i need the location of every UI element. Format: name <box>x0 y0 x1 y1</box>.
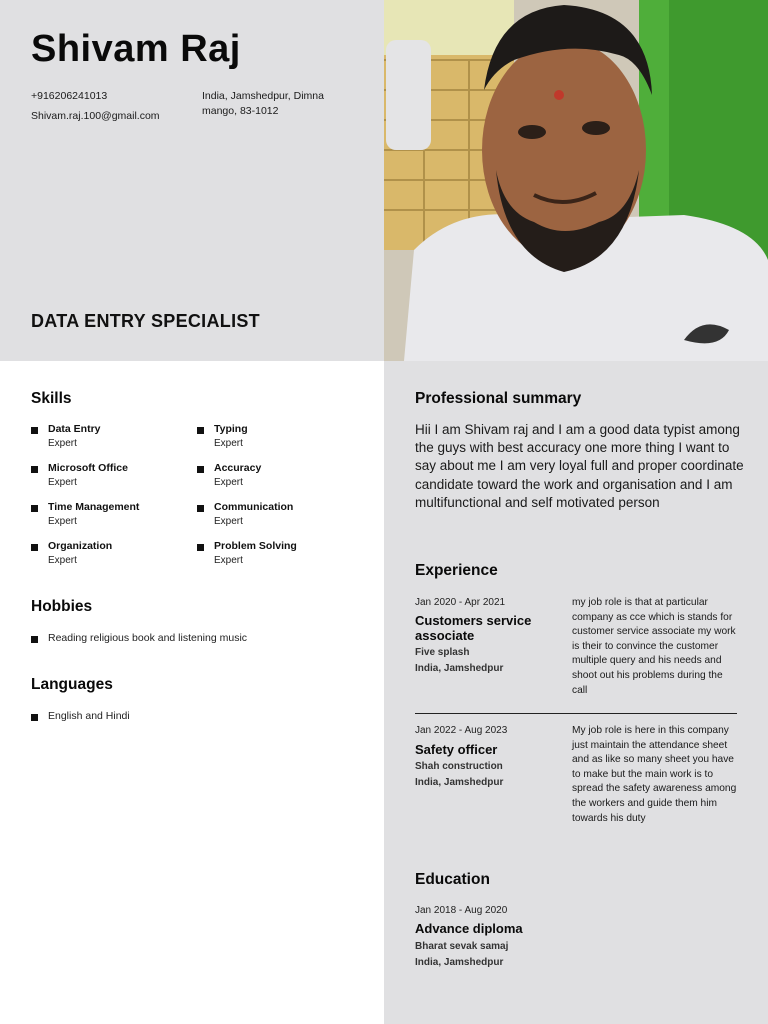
skill-level: Expert <box>214 477 243 488</box>
experience-dates: Jan 2020 - Apr 2021 <box>415 597 506 608</box>
education-degree: Advance diploma <box>415 921 523 936</box>
profile-photo-illustration <box>384 0 768 361</box>
education-location: India, Jamshedpur <box>415 957 504 968</box>
education-dates: Jan 2018 - Aug 2020 <box>415 905 508 916</box>
skill-level: Expert <box>48 438 77 449</box>
job-title: DATA ENTRY SPECIALIST <box>31 311 260 331</box>
bullet-icon <box>31 636 38 643</box>
skill-name: Problem Solving <box>214 540 297 552</box>
skill-level: Expert <box>214 516 243 527</box>
bullet-icon <box>197 544 204 551</box>
header-panel <box>0 0 384 361</box>
bullet-icon <box>31 505 38 512</box>
skill-name: Data Entry <box>48 423 101 435</box>
candidate-name: Shivam Raj <box>31 28 241 70</box>
bullet-icon <box>31 427 38 434</box>
phone-number: +916206241013 <box>31 90 108 102</box>
skill-name: Accuracy <box>214 462 262 474</box>
skill-name: Organization <box>48 540 113 552</box>
address: India, Jamshedpur, Dimna mango, 83-1012 <box>202 90 324 117</box>
experience-heading: Experience <box>415 562 498 579</box>
hobbies-heading: Hobbies <box>31 598 93 615</box>
experience-location: India, Jamshedpur <box>415 777 504 788</box>
experience-description: My job role is here in this company just maintain the attendance sheet and as like so many sheet you have to make but the main work is to spread the safety awareness among the workers and guide them him towards his duty <box>572 725 737 824</box>
skill-name: Communication <box>214 501 294 513</box>
skill-level: Expert <box>48 555 77 566</box>
experience-dates: Jan 2022 - Aug 2023 <box>415 725 508 736</box>
summary-heading: Professional summary <box>415 390 582 407</box>
bullet-icon <box>31 714 38 721</box>
experience-divider <box>415 713 737 714</box>
hobby-text: Reading religious book and listening music <box>48 632 248 644</box>
bullet-icon <box>197 505 204 512</box>
experience-role: Customers service associate <box>415 613 532 643</box>
bullet-icon <box>197 427 204 434</box>
experience-company: Five splash <box>415 647 470 658</box>
skill-level: Expert <box>48 477 77 488</box>
email-address: Shivam.raj.100@gmail.com <box>31 110 160 122</box>
skills-heading: Skills <box>31 390 72 407</box>
skill-level: Expert <box>214 555 243 566</box>
experience-company: Shah construction <box>415 761 503 772</box>
skill-level: Expert <box>214 438 243 449</box>
skill-name: Typing <box>214 423 248 435</box>
summary-text: Hii I am Shivam raj and I am a good data typist among the guys with best accuracy one more thing I want to say about me I am very loyal full and proper coordinate candidate toward the work and organisation and I am multifunctional and self motivated person <box>415 422 744 510</box>
languages-heading: Languages <box>31 676 113 693</box>
skill-name: Microsoft Office <box>48 462 128 474</box>
education-heading: Education <box>415 871 490 888</box>
experience-location: India, Jamshedpur <box>415 663 504 674</box>
bullet-icon <box>31 544 38 551</box>
language-text: English and Hindi <box>48 710 130 722</box>
experience-description: my job role is that at particular company as cce which is stands for customer service associate my work is their to convince the customer multiple query and his needs and shoot out his problems during the call <box>572 597 736 696</box>
bullet-icon <box>197 466 204 473</box>
experience-role: Safety officer <box>415 742 498 757</box>
bullet-icon <box>31 466 38 473</box>
profile-photo <box>384 0 768 361</box>
skill-level: Expert <box>48 516 77 527</box>
education-school: Bharat sevak samaj <box>415 941 509 952</box>
skill-name: Time Management <box>48 501 140 513</box>
